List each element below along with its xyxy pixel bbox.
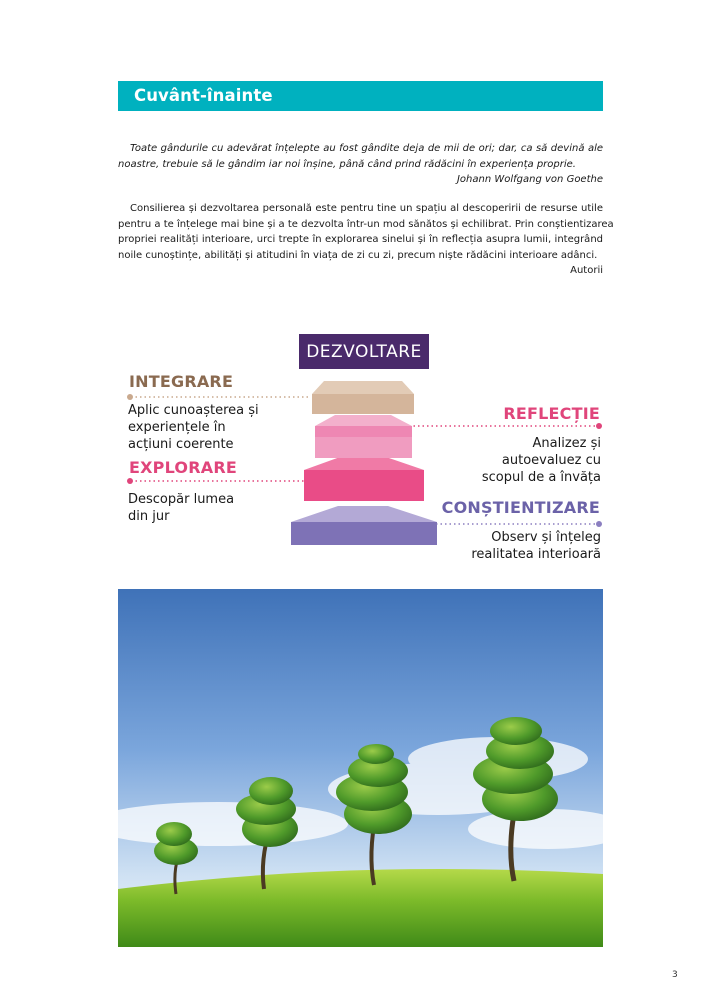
description-line: autoevaluez cu <box>501 453 601 468</box>
description-line: Analizez și <box>532 436 601 451</box>
explorare-description <box>128 491 308 525</box>
constientizare-dot <box>596 521 602 527</box>
development-diagram <box>118 330 603 570</box>
description-line: realitatea interioară <box>471 547 601 562</box>
intro-line: noile cunoștințe, abilități și atitudini în viața de zi cu zi, precum niște rădăcini interioare adânci. <box>118 249 598 261</box>
intro-line: Consilierea și dezvoltarea personală este pentru tine un spațiu al descoperirii de resurse utile <box>130 203 603 214</box>
goethe-quote <box>118 141 603 188</box>
intro-paragraph <box>118 201 614 279</box>
description-line: din jur <box>128 509 170 524</box>
quote-line: noastre, trebuie să le gândim iar noi înșine, până când prind rădăcini în experiența proprie. <box>118 158 576 170</box>
integrare-dot <box>127 394 133 400</box>
section-title: Cuvânt-înainte <box>134 86 273 105</box>
reflectie-dot <box>596 423 602 429</box>
reflectie-label: REFLECȚIE <box>503 404 600 423</box>
section-header <box>118 81 603 111</box>
tier-reflectie <box>315 415 412 458</box>
intro-line: pentru a te înțelege mai bine și a te dezvolta într-un mod sănătos și echilibrat. Prin conștientizarea <box>118 218 614 230</box>
development-label: DEZVOLTARE <box>299 334 429 369</box>
description-line: experiențele în <box>128 420 226 435</box>
intro-signature: Autorii <box>570 265 603 276</box>
explorare-dot <box>127 478 133 484</box>
reflectie-description <box>421 435 601 486</box>
explorare-label: EXPLORARE <box>129 458 237 477</box>
constientizare-description <box>401 529 601 563</box>
constientizare-label: CONȘTIENTIZARE <box>441 498 600 517</box>
description-line: scopul de a învăța <box>481 470 601 485</box>
integrare-description <box>128 402 308 453</box>
trees-photo <box>118 589 603 947</box>
quote-line: Toate gândurile cu adevărat înțelepte au fost gândite deja de mii de ori; dar, ca să devină ale <box>130 143 603 154</box>
description-line: Observ și înțeleg <box>491 530 601 545</box>
intro-line: propriei realități interioare, urci trepte în explorarea sinelui și în reflecția asupra lumii, integrând <box>118 234 603 245</box>
tier-integrare <box>312 381 414 414</box>
tier-explorare <box>304 457 424 501</box>
integrare-label: INTEGRARE <box>129 372 234 391</box>
description-line: Descopăr lumea <box>128 492 235 507</box>
description-line: Aplic cunoașterea și <box>128 403 259 418</box>
description-line: acțiuni coerente <box>128 437 234 452</box>
trees-illustration <box>118 589 603 947</box>
page-number: 3 <box>672 970 678 980</box>
quote-author: Johann Wolfgang von Goethe <box>456 174 603 185</box>
